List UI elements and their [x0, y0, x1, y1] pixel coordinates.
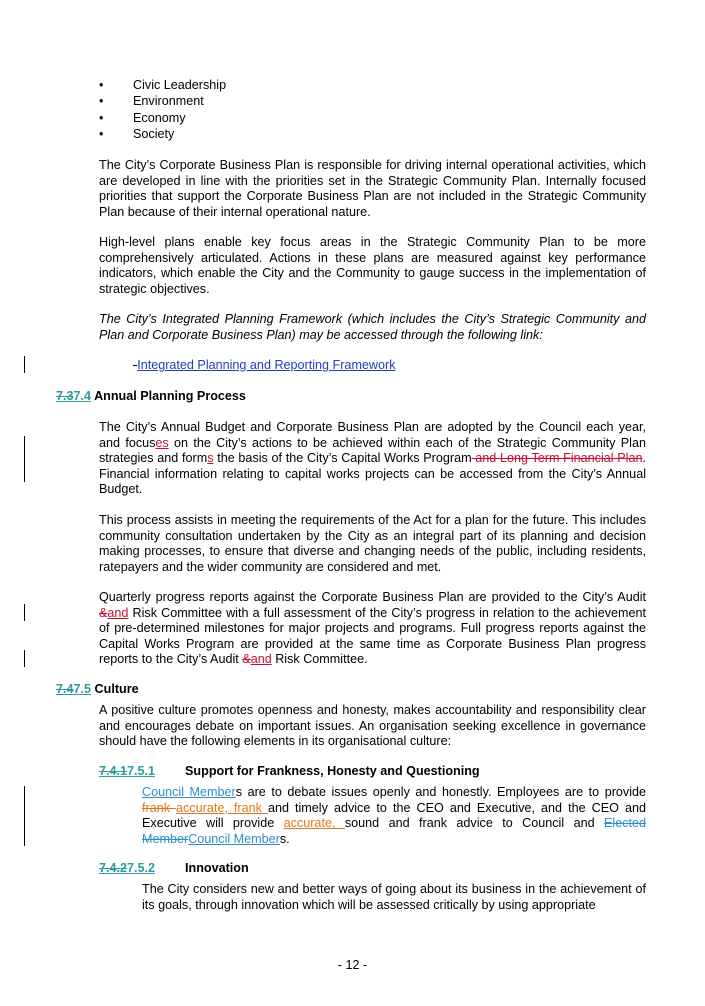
paragraph-annual-budget: The City’s Annual Budget and Corporate Business Plan are adopted by the Council each year, and focuses on the City’s actions to be achieved within each of the Strategic Community Plan strategies and forms the basis of the City’s Capital Works Program and Long Term Financial Plan. Financial information relating to capital works projects can be accessed from the City’s Annual Budget.: [99, 420, 646, 497]
paragraph-frankness: Council Members are to debate issues openly and honestly. Employees are to provide frank accurate, frank and timely advice to the CEO and Executive, and the CEO and Executive will provide accurate, sound and frank advice to Council and Elected MemberCouncil Members.: [142, 785, 647, 846]
subsection-heading-innovation: [99, 861, 249, 877]
change-bar: [24, 786, 25, 846]
deleted-dash: -: [133, 358, 138, 372]
paragraph-framework-link-intro: The City’s Integrated Planning Framework (which includes the City’s Strategic Community and Plan and Corporate Business Plan) may be accessed through the following link:: [99, 312, 646, 342]
subsection-number: 7.4.27.5.2: [99, 861, 156, 875]
paragraph-culture: A positive culture promotes openness and honesty, makes accountability and responsibility clear and encourages debate on important issues. An organisation seeking excellence in governance should have the following elements in its organisational culture:: [99, 703, 646, 749]
subsection-title: Support for Frankness, Honesty and Questioning: [185, 764, 480, 778]
paragraph-process: This process assists in meeting the requirements of the Act for a plan for the future. This includes community consultation undertaken by the City as an integral part of its planning and decision making processes, to ensure that diverse and changing needs of the public, including residents, ratepayers and the wider community are considered and met.: [99, 513, 646, 574]
section-number: 7.37.4: [56, 389, 92, 403]
paragraph-high-level-plans: High-level plans enable key focus areas in the Strategic Community Plan to be more comprehensively articulated. Actions in these plans are measured against key performance indicators, which enable the City and the Community to gauge success in the implementation of strategic objectives.: [99, 235, 646, 296]
list-item: • Civic Leadership: [99, 78, 226, 94]
list-item: • Economy: [99, 111, 226, 127]
framework-link[interactable]: Integrated Planning and Reporting Framework: [137, 358, 396, 372]
paragraph-quarterly-reports: Quarterly progress reports against the Corporate Business Plan are provided to the City’s Audit &and Risk Committee with a full assessment of the City’s progress in relation to the achievement of pre-determined milestones for major projects and programs. Full progress reports against the Capital Works Program are provided at the same time as Corporate Business Plan progress reports to the City’s Audit &and Risk Committee.: [99, 590, 646, 667]
change-bar: [24, 436, 25, 482]
change-bar: [24, 604, 25, 621]
section-title: Culture: [94, 682, 139, 696]
change-bar: [24, 650, 25, 667]
subsection-number: 7.4.17.5.1: [99, 764, 156, 778]
section-heading-annual-planning: [56, 389, 246, 405]
paragraph-corporate-plan: The City’s Corporate Business Plan is responsible for driving internal operational activities, which are developed in line with the priorities set in the Strategic Community Plan. Internally focused priorities that support the Corporate Business Plan are not included in the Strategic Community Plan because of their internal operational nature.: [99, 158, 646, 219]
change-bar: [24, 356, 25, 373]
subsection-title: Innovation: [185, 861, 249, 875]
framework-link-line: [133, 358, 396, 374]
section-number: 7.47.5: [56, 682, 92, 696]
list-item: • Environment: [99, 94, 226, 110]
paragraph-innovation: The City considers new and better ways of going about its business in the achievement of its goals, through innovation which will be assessed critically by using appropriate: [142, 882, 646, 912]
list-item: • Society: [99, 127, 226, 143]
section-title: Annual Planning Process: [94, 389, 246, 403]
page-number: - 12 -: [337, 958, 368, 972]
section-heading-culture: [56, 682, 139, 698]
subsection-heading-frankness: [99, 764, 480, 780]
priority-bullet-list: [99, 78, 226, 143]
